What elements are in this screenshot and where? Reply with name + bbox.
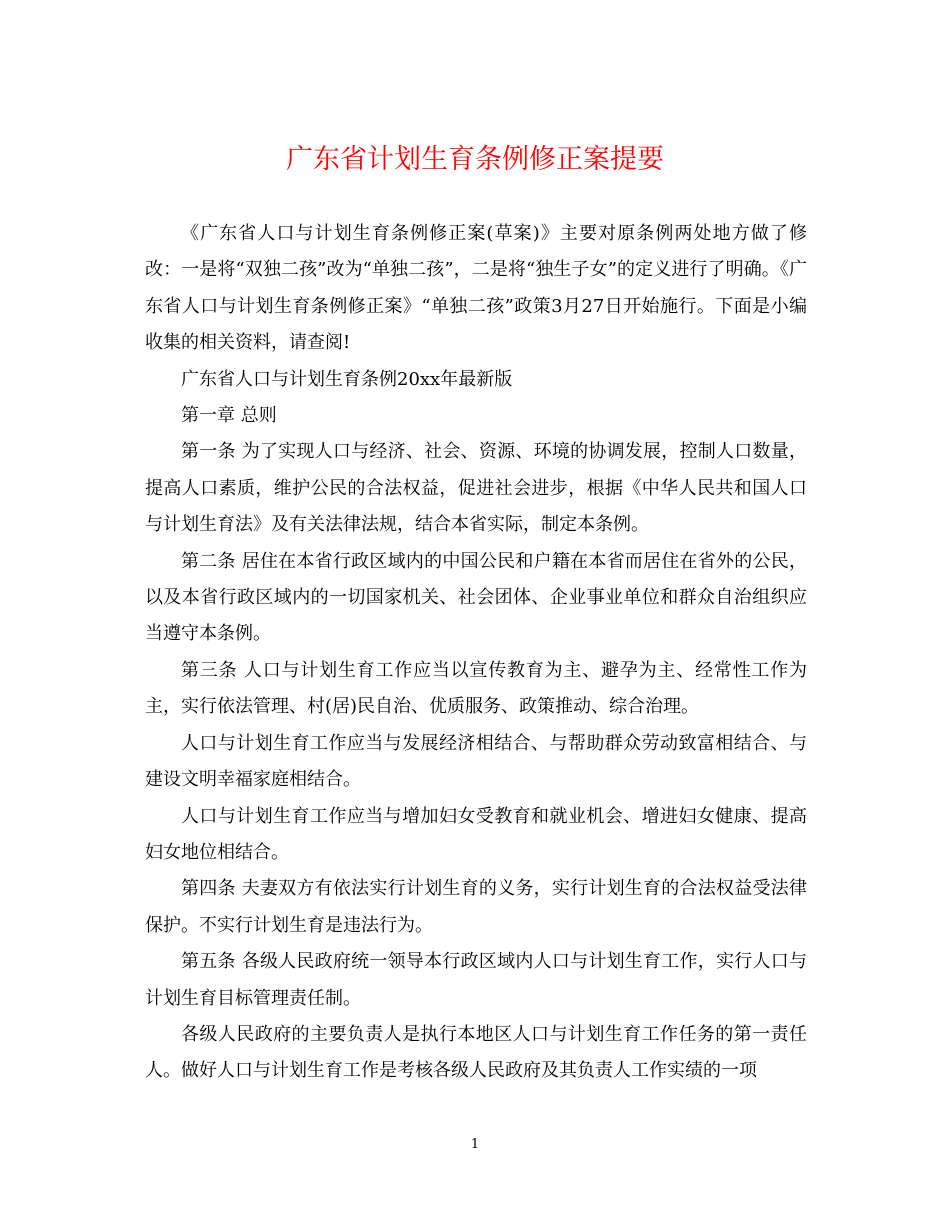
article-1: 第一条 为了实现人口与经济、社会、资源、环境的协调发展，控制人口数量，提高人口素质，维护公民的合法权益，促进社会进步，根据《中华人民共和国人口与计划生育法》及有关法律法规，结合本省实际，制定本条例。 [145, 441, 807, 536]
article-2: 第二条 居住在本省行政区域内的中国公民和户籍在本省而居住在省外的公民，以及本省行政区域内的一切国家机关、社会团体、企业事业单位和群众自治组织应当遵守本条例。 [145, 550, 807, 645]
article-5-clause-2: 各级人民政府的主要负责人是执行本地区人口与计划生育工作任务的第一责任人。做好人口与计划生育工作是考核各级人民政府及其负责人工作实绩的一项 [145, 1023, 807, 1082]
chapter-heading: 第一章 总则 [181, 405, 277, 427]
paragraph-intro: 《广东省人口与计划生育条例修正案(草案)》主要对原条例两处地方做了修改：一是将“双独二孩”改为“单独二孩”，二是将“独生子女”的定义进行了明确。《广东省人口与计划生育条例修正案》“单独二孩”政策3月27日开始施行。下面是小编收集的相关资料，请查阅! [145, 223, 807, 354]
document-body [145, 216, 807, 1090]
article-5: 第五条 各级人民政府统一领导本行政区域内人口与计划生育工作，实行人口与计划生育目标管理责任制。 [145, 951, 807, 1009]
article-4: 第四条 夫妻双方有依法实行计划生育的义务，实行计划生育的合法权益受法律保护。不实行计划生育是违法行为。 [145, 878, 807, 936]
article-3-clause-2: 人口与计划生育工作应当与发展经济相结合、与帮助群众劳动致富相结合、与建设文明幸福家庭相结合。 [145, 732, 807, 791]
article-3-clause-3: 人口与计划生育工作应当与增加妇女受教育和就业机会、增进妇女健康、提高妇女地位相结合。 [145, 805, 807, 863]
paragraph-subtitle: 广东省人口与计划生育条例20xx年最新版 [181, 368, 513, 390]
document-title: 广东省计划生育条例修正案提要 [286, 144, 664, 175]
page-number: 1 [470, 1137, 480, 1152]
article-3: 第三条 人口与计划生育工作应当以宣传教育为主、避孕为主、经常性工作为主，实行依法管理、村(居)民自治、优质服务、政策推动、综合治理。 [145, 659, 807, 718]
